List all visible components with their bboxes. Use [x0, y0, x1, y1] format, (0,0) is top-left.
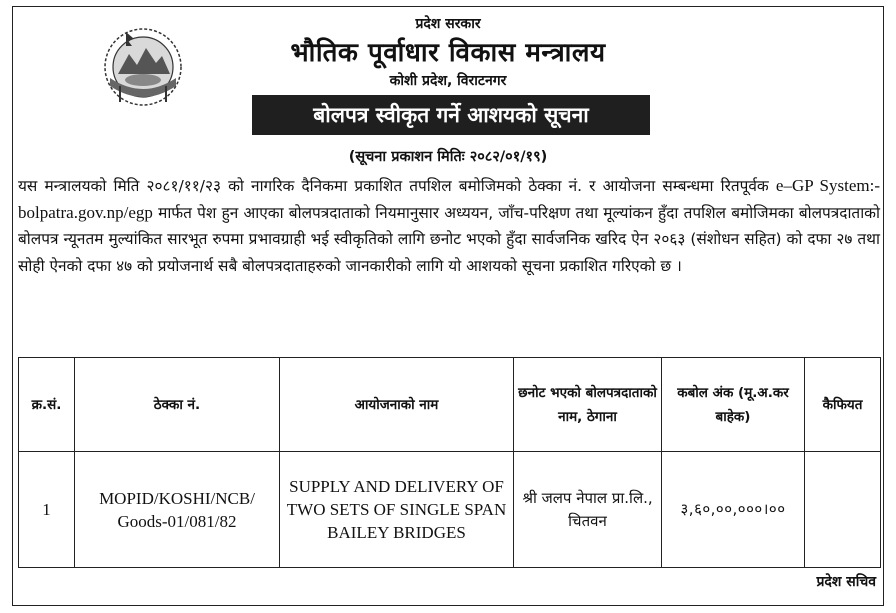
notice-body-part1: यस मन्त्रालयको मिति २०८१/११/२३ को नागरिक दैनिकमा प्रकाशित तपशिल बमोजिमको ठेक्का नं. र आयोजना सम्बन्धमा रितपूर्वक [18, 177, 769, 195]
header-remarks: कैफियत [805, 358, 881, 452]
notice-body-part2: मार्फत पेश हुन आएका बोलपत्रदाताको नियमानुसार अध्ययन, जाँच-परिक्षण तथा मूल्यांकन हुँदा तपशिल बमोजिमका बोलपत्रदाताको बोलपत्र न्यूनतम मुल्यांकित सारभूत रुपमा प्रभावग्राही भई स्वीकृतिको लागि छनोट भएको हुँदा सार्वजनिक खरिद ऐन २०६३ (संशोधन सहित) को दफा २७ तथा सोही ऐनको दफा ४७ को प्रयोजनार्थ सबै बोलपत्रदाताहरुको जानकारीको लागि यो आशयको सूचना प्रकाशित गरिएको छ । [18, 203, 880, 275]
header-bid-amount: कबोल अंक (मू.अ.कर बाहेक) [662, 358, 805, 452]
cell-project-name: SUPPLY AND DELIVERY OF TWO SETS OF SINGLE SPAN BAILEY BRIDGES [280, 452, 514, 568]
cell-selected-bidder: श्री जलप नेपाल प्रा.लि., चितवन [514, 452, 662, 568]
cell-contract-no: MOPID/KOSHI/NCB/ Goods-01/081/82 [75, 452, 280, 568]
egp-system-link-text: e–GP System:- bolpatra.gov.np/egp [18, 176, 880, 222]
table-row [19, 452, 881, 568]
table-header-row [19, 358, 881, 452]
publication-date: (सूचना प्रकाशन मितिः २०८२/०१/१९) [348, 149, 548, 165]
header-sn: क्र.सं. [19, 358, 75, 452]
cell-bid-amount: ३,६०,००,०००।०० [662, 452, 805, 568]
cell-sn: 1 [19, 452, 75, 568]
signatory-title: प्रदेश सचिव [816, 574, 876, 590]
header-project-name: आयोजनाको नाम [280, 358, 514, 452]
header-selected-bidder: छनोट भएको बोलपत्रदाताको नाम, ठेगाना [514, 358, 662, 452]
cell-remarks [805, 452, 881, 568]
notice-title-banner: बोलपत्र स्वीकृत गर्ने आशयको सूचना [252, 95, 650, 135]
ministry-name: भौतिक पूर्वाधार विकास मन्त्रालय [290, 38, 606, 68]
ministry-location: कोशी प्रदेश, विराटनगर [389, 73, 507, 89]
header-contract-no: ठेक्का नं. [75, 358, 280, 452]
selected-bidder-table [18, 357, 881, 568]
government-label: प्रदेश सरकार [415, 16, 481, 32]
notice-body [18, 173, 880, 279]
